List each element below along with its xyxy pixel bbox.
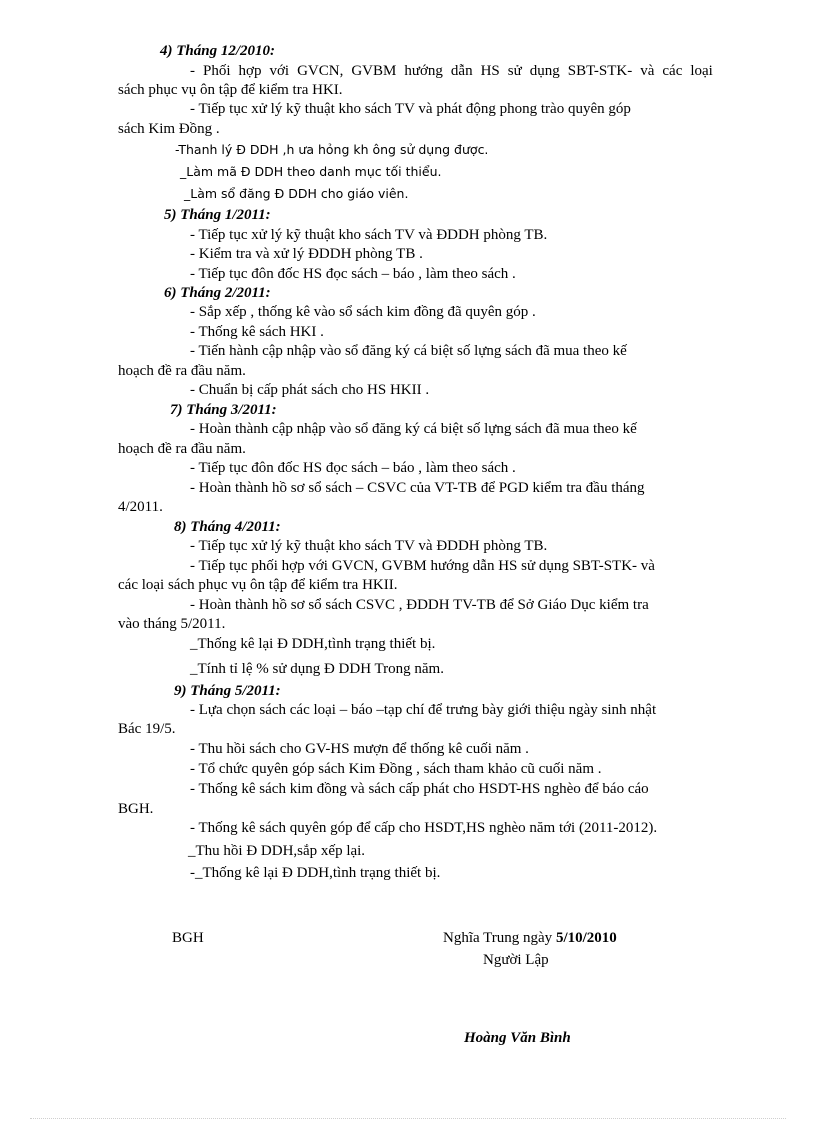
list-item: - Thống kê sách kim đồng và sách cấp phát cho HSDT-HS nghèo để báo cáo: [190, 781, 649, 797]
section-heading-apr-2011: 8) Tháng 4/2011:: [174, 519, 281, 535]
list-item-continuation: 4/2011.: [118, 499, 163, 515]
creator-name: Hoàng Văn Bình: [464, 1030, 571, 1046]
section-heading-dec-2010: 4) Tháng 12/2010:: [160, 43, 276, 59]
list-item: _Làm sổ đăng Đ DDH cho giáo viên.: [184, 186, 409, 201]
list-item: - Tiếp tục đôn đốc HS đọc sách – báo , làm theo sách .: [190, 266, 516, 282]
section-heading-feb-2011: 6) Tháng 2/2011:: [164, 285, 271, 301]
list-item: - Tiến hành cập nhập vào sổ đăng ký cá biệt số lựng sách đã mua theo kế: [190, 343, 627, 359]
list-item: - Thống kê sách HKI .: [190, 324, 324, 340]
list-item: - Tiếp tục xử lý kỹ thuật kho sách TV và ĐDDH phòng TB.: [190, 538, 548, 554]
list-item: - Kiểm tra và xử lý ĐDDH phòng TB .: [190, 246, 423, 262]
list-item: - Chuẩn bị cấp phát sách cho HS HKII .: [190, 382, 430, 398]
list-item: -_Thống kê lại Đ DDH,tình trạng thiết bị.: [190, 865, 441, 881]
list-item: - Hoàn thành hồ sơ sổ sách – CSVC của VT-TB để PGD kiểm tra đầu tháng: [190, 480, 645, 496]
bgh-label: BGH: [172, 930, 204, 946]
place-date-prefix: Nghĩa Trung ngày: [443, 930, 556, 946]
list-item-continuation: BGH.: [118, 801, 154, 817]
list-item: - Tiếp tục xử lý kỹ thuật kho sách TV và phát động phong trào quyên góp: [190, 101, 631, 117]
list-item: - Lựa chọn sách các loại – báo –tạp chí để trưng bày giới thiệu ngày sinh nhật: [190, 702, 657, 718]
section-heading-may-2011: 9) Tháng 5/2011:: [174, 683, 281, 699]
place-date: [443, 929, 617, 947]
list-item: - Phối hợp với GVCN, GVBM hướng dẫn HS sử dụng SBT-STK- và các loại: [190, 63, 713, 79]
list-item: - Sắp xếp , thống kê vào sổ sách kim đồng đã quyên góp .: [190, 304, 536, 320]
list-item: - Tiếp tục phối hợp với GVCN, GVBM hướng dẫn HS sử dụng SBT-STK- và: [190, 558, 655, 574]
creator-label: Người Lập: [483, 952, 549, 968]
list-item-continuation: vào tháng 5/2011.: [118, 616, 226, 632]
list-item-continuation: sách Kim Đồng .: [118, 121, 220, 137]
list-item: - Thu hồi sách cho GV-HS mượn để thống kê cuối năm .: [190, 741, 529, 757]
list-item-continuation: Bác 19/5.: [118, 721, 176, 737]
list-item: - Tổ chức quyên góp sách Kim Đồng , sách tham khảo cũ cuối năm .: [190, 761, 602, 777]
list-item: - Tiếp tục đôn đốc HS đọc sách – báo , làm theo sách .: [190, 460, 516, 476]
list-item-continuation: các loại sách phục vụ ôn tập để kiểm tra HKII.: [118, 577, 398, 593]
bottom-dotted-rule: [30, 1118, 786, 1119]
list-item: _Làm mã Đ DDH theo danh mục tối thiểu.: [180, 164, 442, 179]
list-item: -Thanh lý Đ DDH ,h ưa hỏng kh ông sử dụng được.: [175, 142, 489, 157]
list-item-continuation: hoạch đề ra đầu năm.: [118, 441, 246, 457]
list-item: _Thống kê lại Đ DDH,tình trạng thiết bị.: [190, 636, 436, 652]
list-item: _Thu hồi Đ DDH,sắp xếp lại.: [188, 843, 366, 859]
list-item: - Hoàn thành hồ sơ sổ sách CSVC , ĐDDH TV-TB để Sở Giáo Dục kiểm tra: [190, 597, 649, 613]
signing-date: 5/10/2010: [555, 930, 617, 946]
list-item: - Tiếp tục xử lý kỹ thuật kho sách TV và ĐDDH phòng TB.: [190, 227, 548, 243]
list-item: - Thống kê sách quyên góp để cấp cho HSDT,HS nghèo năm tới (2011-2012).: [190, 820, 658, 836]
list-item-continuation: hoạch đề ra đầu năm.: [118, 363, 246, 379]
list-item: _Tính tỉ lệ % sử dụng Đ DDH Trong năm.: [190, 661, 444, 677]
section-heading-mar-2011: 7) Tháng 3/2011:: [170, 402, 277, 418]
section-heading-jan-2011: 5) Tháng 1/2011:: [164, 207, 271, 223]
list-item: - Hoàn thành cập nhập vào sổ đăng ký cá biệt số lựng sách đã mua theo kế: [190, 421, 637, 437]
list-item-continuation: sách phục vụ ôn tập để kiểm tra HKI.: [118, 82, 343, 98]
